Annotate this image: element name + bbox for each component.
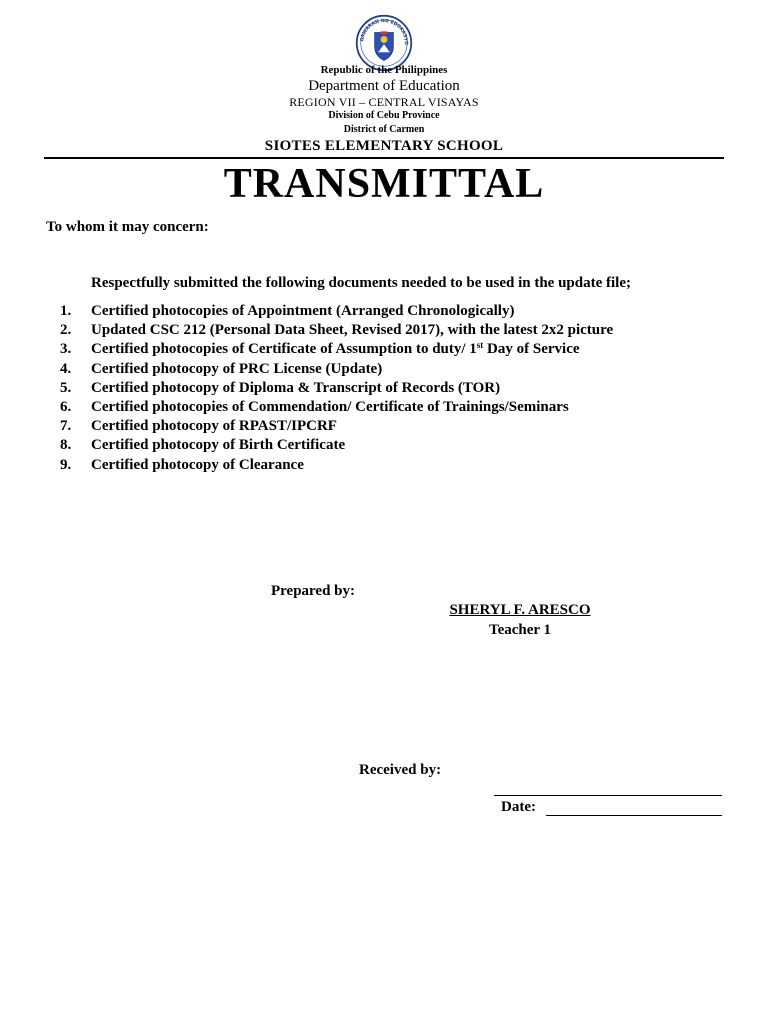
item-text: Certified photocopy of PRC License (Update) — [91, 360, 383, 377]
signatory-position: Teacher 1 — [488, 622, 552, 638]
item-number: 2. — [60, 322, 72, 339]
department-line: Department of Education — [308, 78, 460, 94]
item-number: 3. — [60, 341, 72, 358]
item-number: 8. — [60, 437, 72, 454]
region-line: REGION VII – CENTRAL VISAYAS — [289, 95, 479, 109]
item-text: Certified photocopy of Birth Certificate — [91, 437, 346, 454]
salutation: To whom it may concern: — [46, 219, 209, 235]
list-item — [60, 398, 613, 417]
item-number: 6. — [60, 398, 72, 415]
receiver-signature-line — [494, 795, 722, 796]
item-text: Certified photocopies of Commendation/ Certificate of Trainings/Seminars — [91, 398, 569, 415]
date-line — [546, 815, 722, 816]
item-number: 4. — [60, 360, 72, 377]
prepared-by-label: Prepared by: — [271, 583, 356, 599]
signatory-name: SHERYL F. ARESCO — [449, 602, 591, 618]
list-item — [60, 456, 613, 475]
list-item — [60, 340, 613, 359]
list-item — [60, 436, 613, 455]
republic-line: Republic of the Philippines — [320, 64, 448, 76]
intro-paragraph: Respectfully submitted the following documents needed to be used in the update file; — [91, 275, 632, 291]
date-label: Date: — [501, 799, 536, 815]
item-text: Certified photocopies of Certificate of Assumption to duty/ 1 — [91, 341, 477, 358]
list-item — [60, 379, 613, 398]
documents-list — [60, 302, 613, 475]
list-item — [60, 302, 613, 321]
list-item — [60, 321, 613, 340]
item-number: 5. — [60, 379, 72, 396]
school-name: SIOTES ELEMENTARY SCHOOL — [264, 138, 504, 154]
division-line: Division of Cebu Province — [328, 110, 440, 121]
item-text: Updated CSC 212 (Personal Data Sheet, Revised 2017), with the latest 2x2 picture — [91, 322, 614, 339]
item-number: 9. — [60, 456, 72, 473]
list-item — [60, 360, 613, 379]
item-text: Certified photocopies of Appointment (Arranged Chronologically) — [91, 303, 515, 319]
document-title: TRANSMITTAL — [223, 161, 545, 207]
item-text-continued: Day of Service — [483, 341, 580, 358]
received-by-label: Received by: — [359, 762, 442, 778]
ordinal-suffix: st — [476, 340, 484, 351]
item-number: 1. — [60, 303, 72, 319]
seal-text: GAWARAN NG EDUKASYO — [360, 19, 408, 45]
item-number: 7. — [60, 418, 72, 435]
item-text: Certified photocopy of Clearance — [91, 456, 304, 473]
list-item — [60, 417, 613, 436]
header-divider — [44, 157, 724, 159]
item-text: Certified photocopy of RPAST/IPCRF — [91, 418, 337, 435]
district-line: District of Carmen — [343, 124, 425, 135]
item-text: Certified photocopy of Diploma & Transcript of Records (TOR) — [91, 379, 501, 396]
